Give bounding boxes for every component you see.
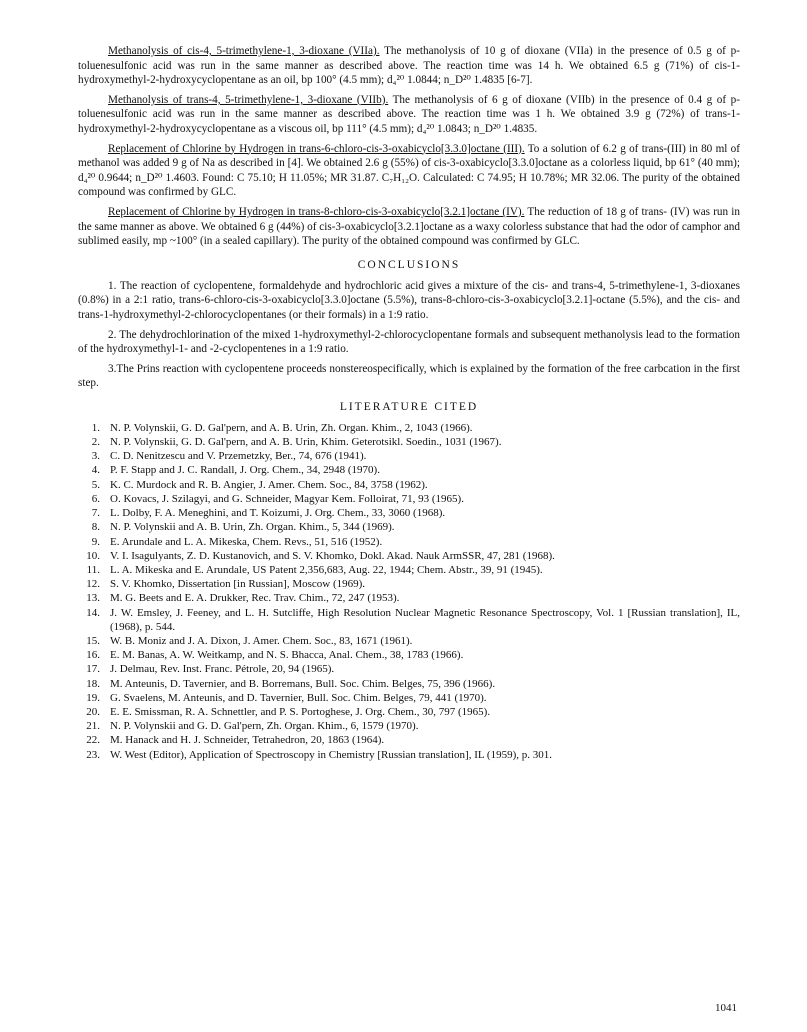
reference-item	[78, 421, 740, 435]
reference-text: N. P. Volynskii and A. B. Urin, Zh. Organ. Khim., 5, 344 (1969).	[110, 521, 395, 534]
reference-text: M. Hanack and H. J. Schneider, Tetrahedron, 20, 1863 (1964).	[110, 734, 385, 747]
reference-number: 12.	[86, 578, 100, 591]
experimental-paragraph	[78, 44, 740, 88]
reference-number: 4.	[91, 464, 100, 477]
literature-heading: LITERATURE CITED	[339, 400, 479, 413]
reference-number: 7.	[91, 507, 100, 520]
reference-text: E. Arundale and L. A. Mikeska, Chem. Revs., 51, 516 (1952).	[110, 535, 383, 548]
conclusion-item: 1. The reaction of cyclopentene, formaldehyde and hydrochloric acid gives a mixture of the cis- and trans-4, 5-trimethylene-1, 3-dioxanes (0.8%) in a 2:1 ratio, trans-6-chloro-cis-3-oxabicyclo[3.3.0]octane (5.5%), trans-8-chloro-cis-3-oxabicyclo[3.2.1]-octane (5.5%), and the cis- and trans-1-hydroxymethyl-2-chlorocyclopentanes (or their formals) in a 1:9 ratio.	[78, 279, 740, 321]
reference-text: S. V. Khomko, Dissertation [in Russian], Moscow (1969).	[110, 578, 366, 591]
page-content	[78, 44, 740, 762]
reference-number: 10.	[86, 549, 100, 562]
reference-number: 20.	[86, 705, 100, 718]
paragraph-heading: Replacement of Chlorine by Hydrogen in trans-6-chloro-cis-3-oxabicyclo[3.3.0]octane (III).	[108, 142, 525, 155]
reference-item	[78, 506, 740, 520]
reference-item	[78, 748, 740, 762]
reference-text: J. Delmau, Rev. Inst. Franc. Pétrole, 20, 94 (1965).	[110, 663, 335, 676]
reference-text: L. A. Mikeska and E. Arundale, US Patent 2,356,683, Aug. 22, 1944; Chem. Abstr., 39, 91 (1945).	[110, 563, 543, 576]
experimental-paragraph	[78, 93, 740, 137]
paragraph-heading: Methanolysis of trans-4, 5-trimethylene-1, 3-dioxane (VIIb).	[108, 93, 389, 106]
reference-number: 13.	[86, 592, 100, 605]
reference-text: L. Dolby, F. A. Meneghini, and T. Koizumi, J. Org. Chem., 33, 3060 (1968).	[110, 507, 446, 520]
reference-number: 18.	[86, 677, 100, 690]
reference-text: V. I. Isagulyants, Z. D. Kustanovich, and S. V. Khomko, Dokl. Akad. Nauk ArmSSR, 47, 281 (1968).	[110, 549, 555, 562]
reference-item	[78, 634, 740, 648]
reference-text: C. D. Nenitzescu and V. Przemetzky, Ber., 74, 676 (1941).	[110, 450, 367, 463]
reference-item	[78, 492, 740, 506]
reference-number: 5.	[91, 478, 100, 491]
conclusions-heading: CONCLUSIONS	[357, 258, 461, 271]
reference-number: 21.	[86, 720, 100, 733]
experimental-paragraph	[78, 205, 740, 249]
reference-item	[78, 449, 740, 463]
paragraph-body: The reduction of 18 g of trans- (IV) was run in the same manner as above. We obtained 6 g (44%) of cis-3-oxabicyclo[3.2.1]octane as a waxy colorless substance that had the odor of camphor and sublimed easily, mp ~100° (in a sealed capillary). The purity of the obtained compound was confirmed by GLC.	[78, 205, 740, 248]
reference-item	[78, 705, 740, 719]
reference-text: J. W. Emsley, J. Feeney, and L. H. Sutcliffe, High Resolution Nuclear Magnetic Resonance Spectroscopy, Vol. 1 [Russian translation], IL, (1968), p. 544.	[110, 606, 740, 633]
reference-number: 23.	[86, 748, 100, 761]
conclusion-item: 3.The Prins reaction with cyclopentene proceeds nonstereospecifically, which is explained by the formation of the free carbcation in the first step.	[78, 362, 740, 390]
experimental-paragraph	[78, 142, 740, 200]
reference-text: M. G. Beets and E. A. Drukker, Rec. Trav. Chim., 72, 247 (1953).	[110, 592, 400, 605]
reference-item	[78, 662, 740, 676]
reference-text: M. Anteunis, D. Tavernier, and B. Borremans, Bull. Soc. Chim. Belges, 75, 396 (1966).	[110, 677, 496, 690]
reference-text: N. P. Volynskii and G. D. Gal'pern, Zh. Organ. Khim., 6, 1579 (1970).	[110, 720, 419, 733]
reference-number: 1.	[91, 421, 100, 434]
reference-text: E. E. Smissman, R. A. Schnettler, and P. S. Portoghese, J. Org. Chem., 30, 797 (1965).	[110, 705, 491, 718]
reference-text: K. C. Murdock and R. B. Angier, J. Amer. Chem. Soc., 84, 3758 (1962).	[110, 478, 428, 491]
reference-number: 14.	[86, 606, 100, 619]
paragraph-heading: Methanolysis of cis-4, 5-trimethylene-1, 3-dioxane (VIIa).	[108, 45, 380, 57]
conclusions-section	[78, 279, 740, 391]
reference-item	[78, 648, 740, 662]
reference-number: 2.	[91, 436, 100, 449]
reference-number: 9.	[91, 535, 100, 548]
reference-number: 8.	[91, 521, 100, 534]
reference-item	[78, 549, 740, 563]
paragraph-body: The methanolysis of 10 g of dioxane (VIIa) in the presence of 0.5 g of p-toluenesulfonic acid was run in the same manner as described above. The reaction time was 14 h. We obtained 6.5 g (71%) of cis-1-hydroxymethyl-2-hydroxycyclopentane as an oil, bp 100° (4.5 mm); d₄²⁰ 1.0844; n_D²⁰ 1.4835 [6-7].	[78, 45, 740, 87]
reference-text: W. West (Editor), Application of Spectroscopy in Chemistry [Russian translation], IL (1959), p. 301.	[110, 748, 553, 761]
reference-text: O. Kovacs, J. Szilagyi, and G. Schneider, Magyar Kem. Folloirat, 71, 93 (1965).	[110, 492, 464, 505]
reference-number: 11.	[86, 563, 100, 576]
paragraph-body: The methanolysis of 6 g of dioxane (VIIb) in the presence of 0.4 g of p-toluenesulfonic acid was run in the same manner as described above. The reaction time was 1 h. We obtained 3.9 g (72%) of trans-1-hydroxymethyl-2-hydroxycyclopentane as a viscous oil, bp 111° (4.5 mm); d₄²⁰ 1.0843; n_D²⁰ 1.4835.	[78, 93, 740, 135]
conclusion-item: 2. The dehydrochlorination of the mixed 1-hydroxymethyl-2-chlorocyclopentane formals and subsequent methanolysis lead to the formation of the hydroxymethyl-1- and -2-cyclopentenes in a 1:9 ratio.	[78, 328, 740, 356]
reference-number: 22.	[86, 734, 100, 747]
reference-item	[78, 606, 740, 634]
reference-item	[78, 563, 740, 577]
reference-text: E. M. Banas, A. W. Weitkamp, and N. S. Bhacca, Anal. Chem., 38, 1783 (1966).	[110, 649, 464, 662]
page-number: 1041	[715, 1002, 737, 1014]
reference-item	[78, 733, 740, 747]
paragraph-heading: Replacement of Chlorine by Hydrogen in trans-8-chloro-cis-3-oxabicyclo[3.2.1]octane (IV).	[108, 205, 525, 218]
reference-number: 3.	[91, 450, 100, 463]
reference-item	[78, 591, 740, 605]
reference-number: 19.	[86, 691, 100, 704]
paragraph-body: To a solution of 6.2 g of trans-(III) in 80 ml of methanol was added 9 g of Na as described in [4]. We obtained 2.6 g (55%) of cis-3-oxabicyclo[3.3.0]octane as a colorless liquid, bp 61° (40 mm); d₄²⁰ 0.9644; n_D²⁰ 1.4603. Found: C 75.10; H 11.05%; MR 31.87. C₇H₁₂O. Calculated: C 74.95; H 10.78%; MR 32.06. The purity of the obtained compound was confirmed by GLC.	[78, 142, 740, 199]
reference-item	[78, 577, 740, 591]
reference-item	[78, 677, 740, 691]
reference-text: G. Svaelens, M. Anteunis, and D. Tavernier, Bull. Soc. Chim. Belges, 79, 441 (1970).	[110, 691, 487, 704]
reference-text: N. P. Volynskii, G. D. Gal'pern, and A. B. Urin, Khim. Geterotsikl. Soedin., 1031 (1967).	[110, 436, 502, 449]
reference-item	[78, 478, 740, 492]
reference-text: W. B. Moniz and J. A. Dixon, J. Amer. Chem. Soc., 83, 1671 (1961).	[110, 634, 413, 647]
reference-number: 16.	[86, 649, 100, 662]
reference-item	[78, 535, 740, 549]
reference-text: P. F. Stapp and J. C. Randall, J. Org. Chem., 34, 2948 (1970).	[110, 464, 380, 477]
reference-list	[78, 421, 740, 762]
experimental-section	[78, 44, 740, 249]
reference-item	[78, 719, 740, 733]
reference-item	[78, 435, 740, 449]
reference-number: 15.	[86, 634, 100, 647]
reference-item	[78, 520, 740, 534]
reference-number: 6.	[91, 492, 100, 505]
reference-item	[78, 691, 740, 705]
reference-number: 17.	[86, 663, 100, 676]
reference-item	[78, 463, 740, 477]
reference-text: N. P. Volynskii, G. D. Gal'pern, and A. B. Urin, Zh. Organ. Khim., 2, 1043 (1966).	[110, 421, 473, 434]
